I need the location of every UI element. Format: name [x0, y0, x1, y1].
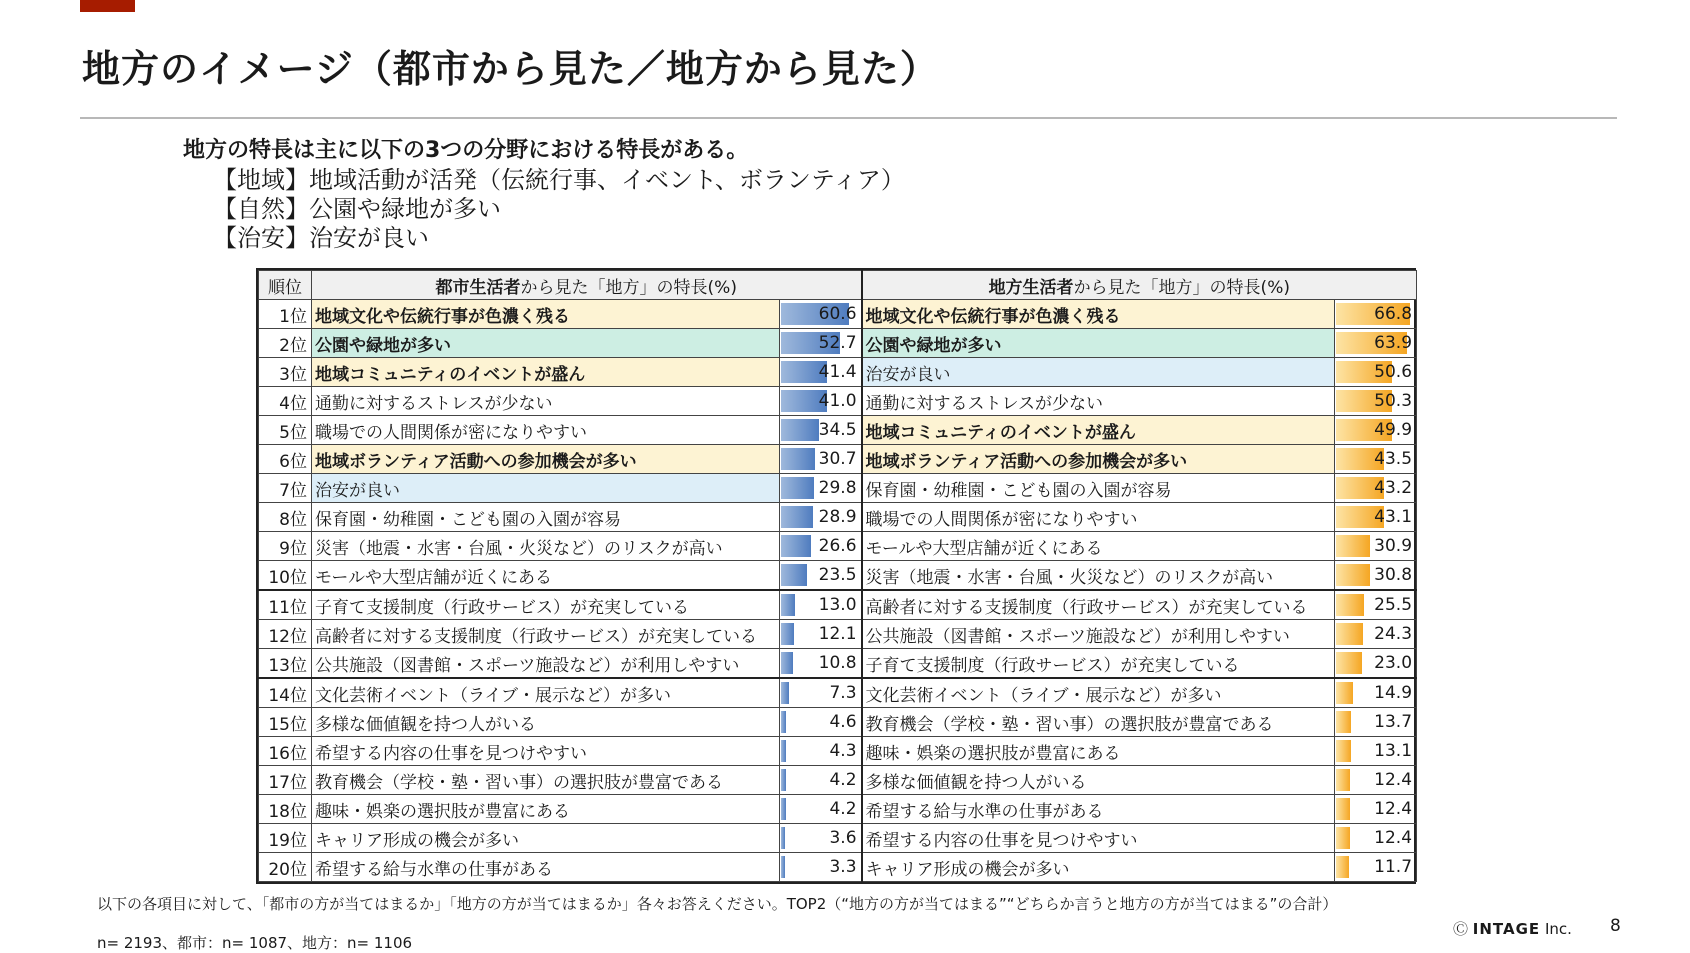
rank-cell: 10位	[259, 561, 312, 591]
local-value: 11.7	[1374, 857, 1413, 877]
city-feature-cell: 地域ボランティア活動への参加機会が多い	[312, 445, 780, 474]
local-value-cell	[1335, 329, 1417, 358]
local-value-cell	[1335, 678, 1417, 708]
city-value-bar	[781, 448, 815, 470]
title-divider	[80, 117, 1617, 119]
city-feature-cell: 高齢者に対する支援制度（行政サービス）が充実している	[312, 620, 780, 649]
rank-cell: 18位	[259, 795, 312, 824]
local-value-cell	[1335, 708, 1417, 737]
local-value: 13.1	[1374, 741, 1413, 761]
local-feature-cell: 趣味・娯楽の選択肢が豊富にある	[862, 737, 1335, 766]
city-feature-cell: 職場での人間関係が密になりやすい	[312, 416, 780, 445]
city-value-cell	[780, 503, 862, 532]
table-row	[259, 532, 1417, 561]
city-value-cell	[780, 824, 862, 853]
city-value: 3.3	[829, 857, 857, 877]
local-feature-cell: 公園や緑地が多い	[862, 329, 1335, 358]
city-value: 4.6	[829, 712, 857, 732]
copyright	[1453, 918, 1572, 939]
table-row	[259, 766, 1417, 795]
local-feature-cell: 地域コミュニティのイベントが盛ん	[862, 416, 1335, 445]
local-value: 12.4	[1374, 770, 1413, 790]
table-row	[259, 474, 1417, 503]
table-row	[259, 678, 1417, 708]
table-row	[259, 620, 1417, 649]
local-value: 43.1	[1374, 507, 1413, 527]
city-feature-cell: 公共施設（図書館・スポーツ施設など）が利用しやすい	[312, 649, 780, 679]
local-value: 30.9	[1374, 536, 1413, 556]
table-row	[259, 795, 1417, 824]
city-value: 41.0	[818, 391, 857, 411]
rank-cell: 11位	[259, 590, 312, 620]
table-row	[259, 708, 1417, 737]
city-value-cell	[780, 737, 862, 766]
city-value-cell	[780, 795, 862, 824]
local-value: 13.7	[1374, 712, 1413, 732]
rank-cell: 5位	[259, 416, 312, 445]
city-value: 52.7	[818, 333, 857, 353]
local-value-cell	[1335, 824, 1417, 853]
city-value-bar	[781, 623, 794, 645]
city-value-bar	[781, 535, 811, 557]
local-value-cell	[1335, 532, 1417, 561]
city-value: 10.8	[818, 653, 857, 673]
city-value-bar	[781, 564, 807, 586]
rank-cell: 4位	[259, 387, 312, 416]
table-row	[259, 590, 1417, 620]
local-value: 49.9	[1374, 420, 1413, 440]
rank-cell: 16位	[259, 737, 312, 766]
city-value-cell	[780, 590, 862, 620]
city-value: 7.3	[829, 683, 857, 703]
local-value: 43.2	[1374, 478, 1413, 498]
local-value-cell	[1335, 737, 1417, 766]
local-value-cell	[1335, 503, 1417, 532]
table-row	[259, 503, 1417, 532]
city-value-bar	[781, 711, 786, 733]
local-value: 12.4	[1374, 828, 1413, 848]
rank-cell: 7位	[259, 474, 312, 503]
city-header	[312, 271, 862, 300]
local-value-bar	[1336, 769, 1350, 791]
city-value-bar	[781, 477, 814, 499]
table-row	[259, 416, 1417, 445]
rank-cell: 1位	[259, 300, 312, 329]
local-feature-cell: 職場での人間関係が密になりやすい	[862, 503, 1335, 532]
city-value-cell	[780, 620, 862, 649]
table-row	[259, 329, 1417, 358]
local-value: 50.6	[1374, 362, 1413, 382]
city-value-cell	[780, 678, 862, 708]
city-value: 4.2	[829, 799, 857, 819]
city-header-bold: 都市生活者	[435, 277, 521, 298]
summary-item-region: 【地域】地域活動が活発（伝統行事、イベント、ボランティア）	[213, 166, 905, 194]
local-value-bar	[1336, 682, 1353, 704]
city-value-bar	[781, 798, 786, 820]
city-value-bar	[781, 769, 786, 791]
local-header-bold: 地方生活者	[988, 277, 1074, 298]
rank-cell: 8位	[259, 503, 312, 532]
city-value: 60.6	[818, 304, 857, 324]
rank-cell: 9位	[259, 532, 312, 561]
local-value-cell	[1335, 853, 1417, 882]
rank-cell: 17位	[259, 766, 312, 795]
local-value-cell	[1335, 561, 1417, 591]
city-value-bar	[781, 856, 785, 878]
city-value: 29.8	[818, 478, 857, 498]
local-feature-cell: 希望する内容の仕事を見つけやすい	[862, 824, 1335, 853]
city-value-cell	[780, 561, 862, 591]
city-value-cell	[780, 329, 862, 358]
copyright-suffix: Inc.	[1544, 920, 1572, 938]
city-value: 13.0	[818, 595, 857, 615]
city-value: 4.3	[829, 741, 857, 761]
local-value-bar	[1336, 535, 1370, 557]
city-value: 26.6	[818, 536, 857, 556]
city-feature-cell: 地域文化や伝統行事が色濃く残る	[312, 300, 780, 329]
city-value-bar	[781, 827, 785, 849]
city-feature-cell: 教育機会（学校・塾・習い事）の選択肢が豊富である	[312, 766, 780, 795]
city-value: 3.6	[829, 828, 857, 848]
sample-size: n= 2193、都市：n= 1087、地方：n= 1106	[97, 934, 413, 952]
local-value-cell	[1335, 620, 1417, 649]
footnote: 以下の各項目に対して、「都市の方が当てはまるか」「地方の方が当てはまるか」各々お答えください。TOP2（“地方の方が当てはまる”“どちらか言うと地方の方が当てはまる”の合計）	[97, 895, 1338, 913]
local-feature-cell: 災害（地震・水害・台風・火災など）のリスクが高い	[862, 561, 1335, 591]
local-feature-cell: 多様な価値観を持つ人がいる	[862, 766, 1335, 795]
city-value-bar	[781, 506, 813, 528]
city-feature-cell: 希望する給与水準の仕事がある	[312, 853, 780, 882]
city-feature-cell: 公園や緑地が多い	[312, 329, 780, 358]
local-value-cell	[1335, 590, 1417, 620]
local-value: 12.4	[1374, 799, 1413, 819]
city-value-cell	[780, 532, 862, 561]
local-value-bar	[1336, 711, 1351, 733]
city-value-cell	[780, 649, 862, 679]
city-feature-cell: 通勤に対するストレスが少ない	[312, 387, 780, 416]
local-value: 66.8	[1374, 304, 1413, 324]
rank-cell: 2位	[259, 329, 312, 358]
rank-cell: 12位	[259, 620, 312, 649]
city-feature-cell: 希望する内容の仕事を見つけやすい	[312, 737, 780, 766]
local-feature-cell: 地域ボランティア活動への参加機会が多い	[862, 445, 1335, 474]
city-value-cell	[780, 853, 862, 882]
local-value-cell	[1335, 649, 1417, 679]
local-feature-cell: 子育て支援制度（行政サービス）が充実している	[862, 649, 1335, 679]
rank-header: 順位	[259, 271, 312, 300]
city-value-cell	[780, 300, 862, 329]
local-value: 63.9	[1374, 333, 1413, 353]
copyright-name: INTAGE	[1472, 920, 1541, 938]
summary-item-nature: 【自然】公園や緑地が多い	[213, 195, 501, 223]
local-feature-cell: 通勤に対するストレスが少ない	[862, 387, 1335, 416]
table-row	[259, 358, 1417, 387]
table-row	[259, 445, 1417, 474]
city-value: 34.5	[818, 420, 857, 440]
city-value-bar	[781, 652, 793, 674]
local-value: 14.9	[1374, 683, 1413, 703]
city-value-cell	[780, 766, 862, 795]
local-value-cell	[1335, 795, 1417, 824]
local-value: 43.5	[1374, 449, 1413, 469]
city-feature-cell: 保育園・幼稚園・こども園の入園が容易	[312, 503, 780, 532]
city-feature-cell: 治安が良い	[312, 474, 780, 503]
local-value: 24.3	[1374, 624, 1413, 644]
local-feature-cell: 地域文化や伝統行事が色濃く残る	[862, 300, 1335, 329]
city-value-cell	[780, 358, 862, 387]
city-value: 23.5	[818, 565, 857, 585]
table-header-row	[259, 271, 1417, 300]
local-value-bar	[1336, 623, 1363, 645]
local-value-bar	[1336, 798, 1350, 820]
local-value-cell	[1335, 358, 1417, 387]
local-feature-cell: 希望する給与水準の仕事がある	[862, 795, 1335, 824]
local-value-bar	[1336, 652, 1362, 674]
features-table	[256, 268, 1416, 884]
city-header-rest: から見た「地方」の特長(%)	[520, 277, 737, 298]
local-value: 30.8	[1374, 565, 1413, 585]
table-row	[259, 387, 1417, 416]
city-value-bar	[781, 594, 795, 616]
local-feature-cell: モールや大型店舗が近くにある	[862, 532, 1335, 561]
summary-lead: 地方の特長は主に以下の3つの分野における特長がある。	[183, 138, 749, 163]
local-feature-cell: 公共施設（図書館・スポーツ施設など）が利用しやすい	[862, 620, 1335, 649]
summary-block	[183, 136, 905, 253]
local-value-bar	[1336, 740, 1351, 762]
local-value: 50.3	[1374, 391, 1413, 411]
local-value-bar	[1336, 856, 1349, 878]
local-feature-cell: 保育園・幼稚園・こども園の入園が容易	[862, 474, 1335, 503]
local-value-cell	[1335, 416, 1417, 445]
city-value-cell	[780, 445, 862, 474]
city-value-cell	[780, 474, 862, 503]
local-feature-cell: キャリア形成の機会が多い	[862, 853, 1335, 882]
local-value-bar	[1336, 594, 1364, 616]
page-number: 8	[1610, 916, 1621, 936]
city-value-cell	[780, 416, 862, 445]
rank-cell: 13位	[259, 649, 312, 679]
city-value-cell	[780, 387, 862, 416]
table-row	[259, 824, 1417, 853]
city-value-bar	[781, 419, 819, 441]
local-value-cell	[1335, 300, 1417, 329]
city-value: 30.7	[818, 449, 857, 469]
city-feature-cell: 災害（地震・水害・台風・火災など）のリスクが高い	[312, 532, 780, 561]
local-value: 25.5	[1374, 595, 1413, 615]
city-value-cell	[780, 708, 862, 737]
local-value: 23.0	[1374, 653, 1413, 673]
page-title: 地方のイメージ（都市から見た／地方から見た）	[82, 47, 939, 91]
copyright-symbol: Ⓒ	[1453, 920, 1469, 938]
table-row	[259, 649, 1417, 679]
city-feature-cell: 多様な価値観を持つ人がいる	[312, 708, 780, 737]
accent-bar	[80, 0, 135, 12]
city-feature-cell: モールや大型店舗が近くにある	[312, 561, 780, 591]
city-value-bar	[781, 740, 786, 762]
rank-cell: 6位	[259, 445, 312, 474]
local-value-bar	[1336, 564, 1370, 586]
table-row	[259, 561, 1417, 591]
local-header	[862, 271, 1417, 300]
city-feature-cell: 地域コミュニティのイベントが盛ん	[312, 358, 780, 387]
city-value: 12.1	[818, 624, 857, 644]
local-value-cell	[1335, 474, 1417, 503]
rank-cell: 14位	[259, 678, 312, 708]
table-row	[259, 300, 1417, 329]
local-feature-cell: 治安が良い	[862, 358, 1335, 387]
table-row	[259, 737, 1417, 766]
local-value-cell	[1335, 387, 1417, 416]
table-row	[259, 853, 1417, 882]
city-value: 41.4	[818, 362, 857, 382]
local-feature-cell: 文化芸術イベント（ライブ・展示など）が多い	[862, 678, 1335, 708]
local-value-bar	[1336, 827, 1350, 849]
city-feature-cell: 子育て支援制度（行政サービス）が充実している	[312, 590, 780, 620]
rank-cell: 20位	[259, 853, 312, 882]
rank-cell: 15位	[259, 708, 312, 737]
local-value-cell	[1335, 445, 1417, 474]
local-feature-cell: 教育機会（学校・塾・習い事）の選択肢が豊富である	[862, 708, 1335, 737]
local-header-rest: から見た「地方」の特長(%)	[1073, 277, 1290, 298]
local-feature-cell: 高齢者に対する支援制度（行政サービス）が充実している	[862, 590, 1335, 620]
city-value: 28.9	[818, 507, 857, 527]
city-value: 4.2	[829, 770, 857, 790]
rank-cell: 3位	[259, 358, 312, 387]
local-value-cell	[1335, 766, 1417, 795]
rank-cell: 19位	[259, 824, 312, 853]
city-value-bar	[781, 682, 789, 704]
city-feature-cell: キャリア形成の機会が多い	[312, 824, 780, 853]
city-feature-cell: 趣味・娯楽の選択肢が豊富にある	[312, 795, 780, 824]
city-feature-cell: 文化芸術イベント（ライブ・展示など）が多い	[312, 678, 780, 708]
summary-item-safety: 【治安】治安が良い	[213, 224, 429, 252]
